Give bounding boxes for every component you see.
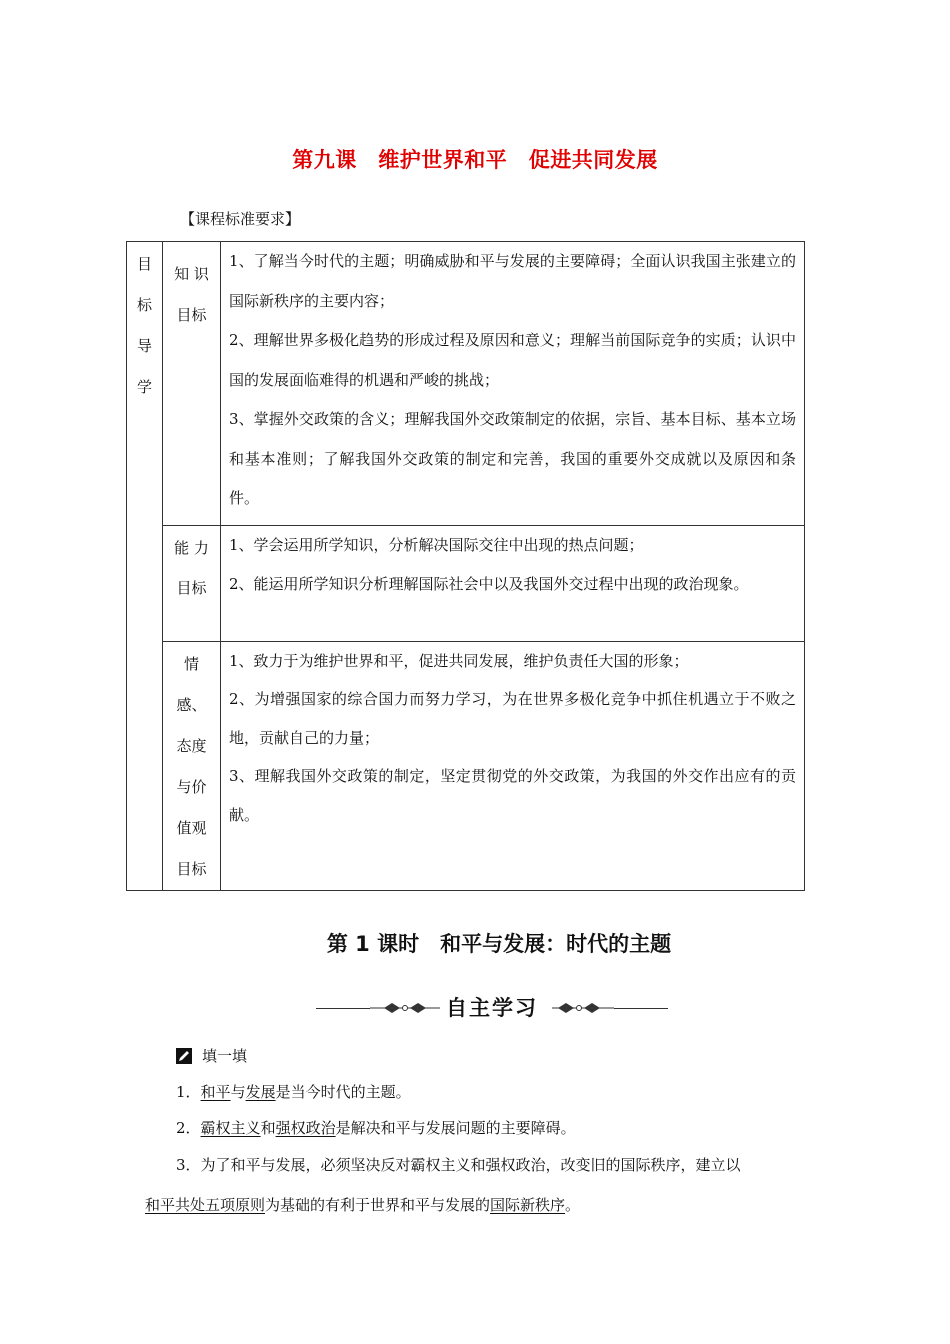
table-row <box>127 641 805 890</box>
lesson-title: 第 1 课时 和平与发展：时代的主题 <box>326 932 672 956</box>
emotion-line: 2、为增强国家的综合国力而努力学习，为在世界多极化竞争中抓住机遇立于不败之地，贡献自己的力量； <box>229 690 796 747</box>
item-text: 与 <box>230 1083 246 1101</box>
pencil-icon <box>176 1048 192 1064</box>
main-label-cell <box>127 242 163 891</box>
fill-item-3-line1: 3．为了和平与发展，必须坚决反对霸权主义和强权政治，改变旧的国际秩序，建立以 <box>176 1156 741 1174</box>
knowledge-line: 3、掌握外交政策的含义；理解我国外交政策制定的依据，宗旨、基本目标、基本立场和基本准则；了解我国外交政策的制定和完善，我国的重要外交成就以及原因和条件。 <box>229 410 796 507</box>
fill-item-3-line2 <box>145 1195 580 1215</box>
emotion-content-cell <box>221 641 805 890</box>
section-banner <box>316 990 668 1026</box>
emotion-line: 3、理解我国外交政策的制定，坚定贯彻党的外交政策，为我国的外交作出应有的贡献。 <box>229 767 796 824</box>
emotion-label: 值观 <box>176 818 207 837</box>
main-label-char: 学 <box>136 378 152 396</box>
item-number: 2． <box>176 1119 201 1137</box>
ability-line: 2、能运用所学知识分析理解国际社会中以及我国外交过程中出现的政治现象。 <box>229 575 749 593</box>
fill-heading-label: 填一填 <box>202 1047 248 1065</box>
knowledge-line: 2、理解世界多极化趋势的形成过程及原因和意义；理解当前国际竞争的实质；认识中国的发展面临难得的机遇和严峻的挑战； <box>229 331 796 389</box>
knowledge-label-cell <box>163 242 221 526</box>
ornament-icon <box>370 1000 440 1016</box>
emotion-label-cell <box>163 641 221 890</box>
section-banner-title: 自主学习 <box>446 996 538 1020</box>
item-text: 为基础的有利于世界和平与发展的 <box>265 1196 491 1214</box>
table-row <box>127 525 805 641</box>
emotion-label: 情 <box>183 654 199 673</box>
item-text: 是解决和平与发展问题的主要障碍。 <box>335 1119 576 1137</box>
emotion-label: 感、 <box>176 695 207 714</box>
item-text: 。 <box>565 1196 581 1214</box>
knowledge-line: 1、了解当今时代的主题；明确威胁和平与发展的主要障碍；全面认识我国主张建立的国际新秩序的主要内容； <box>229 252 796 310</box>
answer-blank: 和平共处五项原则 <box>145 1196 266 1214</box>
knowledge-label: 知 识 <box>174 265 209 283</box>
item-text: 是当今时代的主题。 <box>275 1083 411 1101</box>
item-text: 和 <box>260 1119 276 1137</box>
knowledge-label: 目标 <box>176 306 207 324</box>
banner-divider-left <box>316 1008 370 1009</box>
main-label-char: 目 <box>136 255 152 273</box>
ability-content-cell <box>221 525 805 641</box>
emotion-line: 1、致力于为维护世界和平，促进共同发展，维护负责任大国的形象； <box>229 651 689 670</box>
requirements-label: 【课程标准要求】 <box>180 210 301 228</box>
banner-divider-right <box>614 1008 668 1009</box>
knowledge-content-cell <box>221 242 805 526</box>
fill-item-2 <box>176 1118 576 1138</box>
main-label-char: 标 <box>136 296 152 314</box>
ability-label: 目标 <box>176 578 207 597</box>
ability-label: 能 力 <box>174 538 209 557</box>
table-row <box>127 242 805 526</box>
main-label-char: 导 <box>136 337 152 355</box>
fill-item-1 <box>176 1082 411 1102</box>
answer-blank: 和平 <box>200 1083 231 1101</box>
ability-label-cell <box>163 525 221 641</box>
answer-blank: 发展 <box>245 1083 276 1101</box>
ornament-icon <box>552 1000 614 1016</box>
page-title: 第九课 维护世界和平 促进共同发展 <box>292 148 658 172</box>
answer-blank: 强权政治 <box>275 1119 336 1137</box>
ability-line: 1、学会运用所学知识，分析解决国际交往中出现的热点问题； <box>229 535 644 554</box>
fill-heading <box>176 1045 247 1066</box>
answer-blank: 霸权主义 <box>200 1119 261 1137</box>
item-number: 1． <box>176 1083 201 1101</box>
emotion-label: 态度 <box>176 736 207 755</box>
answer-blank: 国际新秩序 <box>490 1196 566 1214</box>
emotion-label: 与价 <box>176 777 207 796</box>
emotion-label: 目标 <box>176 859 207 878</box>
goals-table <box>126 241 805 891</box>
